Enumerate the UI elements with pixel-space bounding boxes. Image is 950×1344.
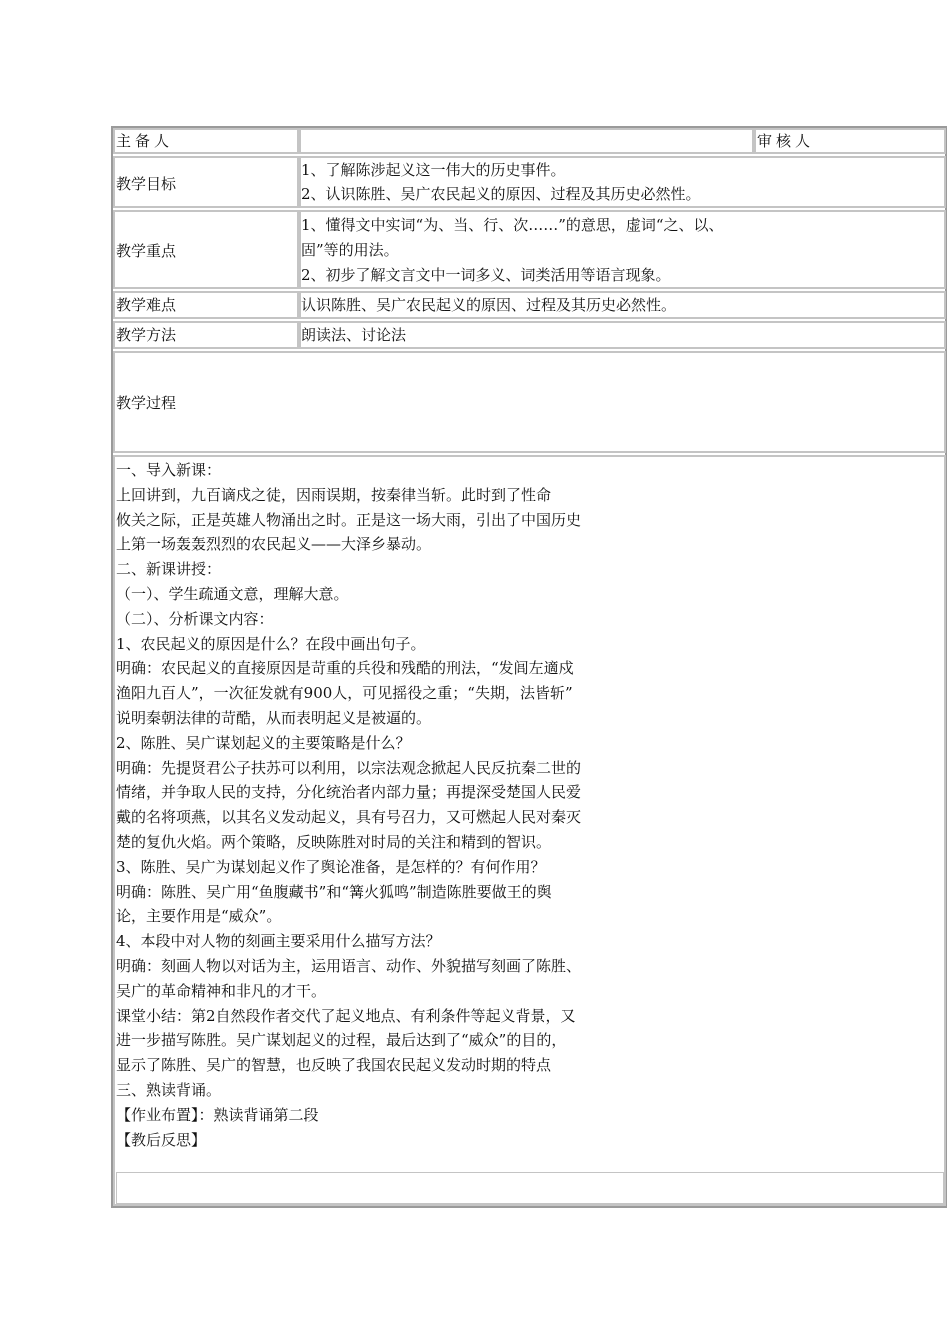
difficulties-label: 教学难点 bbox=[116, 296, 177, 314]
body-line: 渔阳九百人”，一次征发就有900人，可见摇役之重；“失期，法皆斩” bbox=[116, 684, 573, 703]
body-line: 论，主要作用是“威众”。 bbox=[116, 907, 282, 926]
body-inner-cell bbox=[116, 1172, 944, 1204]
body-line: 3、陈胜、吴广为谋划起义作了舆论准备，是怎样的？有何作用？ bbox=[116, 857, 546, 876]
body-line: （二）、分析课文内容： bbox=[116, 609, 274, 628]
goals-line-1: 1、了解陈涉起义这一伟大的历史事件。 bbox=[301, 161, 566, 179]
preparer-value-cell[interactable] bbox=[299, 128, 754, 154]
reviewer-label: 审核人 bbox=[757, 132, 815, 150]
preparer-label: 主备人 bbox=[116, 132, 174, 150]
body-line: 4、本段中对人物的刻画主要采用什么描写方法？ bbox=[116, 932, 441, 951]
body-line: 1、农民起义的原因是什么？在段中画出句子。 bbox=[116, 634, 426, 653]
key-points-line-3: 2、初步了解文言文中一词多义、词类活用等语言现象。 bbox=[301, 266, 671, 284]
body-line: （一）、学生疏通文意，理解大意。 bbox=[116, 584, 349, 603]
body-line: 【教后反思】 bbox=[116, 1130, 207, 1149]
goals-label: 教学目标 bbox=[116, 175, 177, 193]
body-line: 显示了陈胜、吴广的智慧，也反映了我国农民起义发动时期的特点 bbox=[116, 1056, 552, 1075]
process-cell bbox=[113, 351, 946, 453]
body-line: 明确：先提贤君公子扶苏可以利用，以宗法观念掀起人民反抗秦二世的 bbox=[116, 758, 582, 777]
body-line: 进一步描写陈胜。吴广谋划起义的过程，最后达到了“威众”的目的， bbox=[116, 1031, 567, 1050]
body-text bbox=[116, 458, 676, 1152]
key-points-line-1: 1、懂得文中实词“为、当、行、次……”的意思，虚词“之、以、 bbox=[301, 216, 724, 234]
body-line: 明确：刻画人物以对话为主，运用语言、动作、外貌描写刻画了陈胜、 bbox=[116, 956, 582, 975]
body-line: 二、新课讲授： bbox=[116, 560, 222, 579]
body-line: 楚的复仇火焰。两个策略，反映陈胜对时局的关注和精到的智识。 bbox=[116, 832, 552, 851]
methods-label: 教学方法 bbox=[116, 326, 177, 344]
body-line: 三、熟读背诵。 bbox=[116, 1080, 222, 1099]
body-line: 说明秦朝法律的苛酷，从而表明起义是被逼的。 bbox=[116, 708, 432, 727]
body-line: 上回讲到，九百谪戍之徒，因雨误期，按秦律当斩。此时到了性命 bbox=[116, 485, 552, 504]
difficulties-text: 认识陈胜、吴广农民起义的原因、过程及其历史必然性。 bbox=[301, 296, 677, 314]
body-line: 【作业布置】：熟读背诵第二段 bbox=[116, 1105, 319, 1124]
body-line: 上第一场轰轰烈烈的农民起义——大泽乡暴动。 bbox=[116, 535, 432, 554]
body-line: 情绪，并争取人民的支持，分化统治者内部力量；再提深受楚国人民爱 bbox=[116, 783, 582, 802]
goals-line-2: 2、认识陈胜、吴广农民起义的原因、过程及其历史必然性。 bbox=[301, 185, 701, 203]
body-line: 攸关之际，正是英雄人物涌出之时。正是这一场大雨，引出了中国历史 bbox=[116, 510, 582, 529]
body-line: 课堂小结：第2自然段作者交代了起义地点、有利条件等起义背景，又 bbox=[116, 1006, 576, 1025]
body-line: 明确：农民起义的直接原因是苛重的兵役和残酷的刑法，“发闾左適戍 bbox=[116, 659, 574, 678]
body-line: 明确：陈胜、吴广用“鱼腹藏书”和“篝火狐鸣”制造陈胜要做王的舆 bbox=[116, 882, 552, 901]
key-points-line-2: 固”等的用法。 bbox=[301, 241, 399, 259]
body-line: 戴的名将项燕，以其名义发动起义，具有号召力，又可燃起人民对秦灭 bbox=[116, 808, 582, 827]
body-line: 一、导入新课： bbox=[116, 461, 222, 479]
body-line: 吴广的革命精神和非凡的才干。 bbox=[116, 981, 327, 1000]
process-label: 教学过程 bbox=[116, 394, 177, 412]
body-line: 2、陈胜、吴广谋划起义的主要策略是什么？ bbox=[116, 733, 411, 752]
key-points-label: 教学重点 bbox=[116, 242, 177, 260]
methods-text: 朗读法、讨论法 bbox=[301, 326, 407, 344]
